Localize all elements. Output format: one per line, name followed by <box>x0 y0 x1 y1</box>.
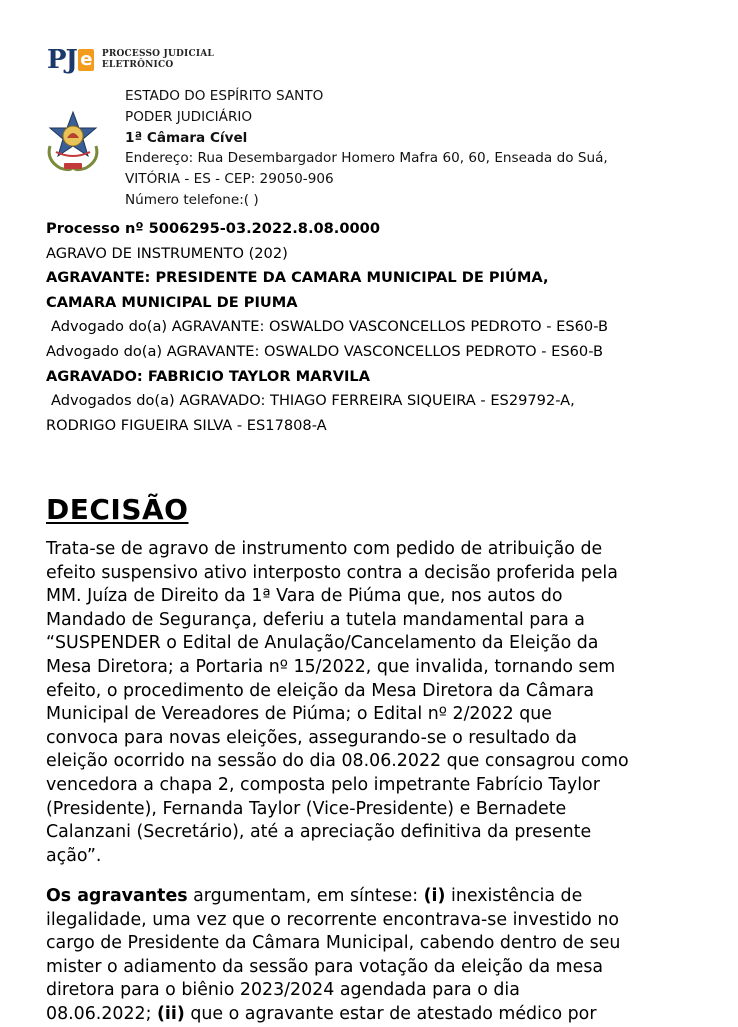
pje-caption-line1: PROCESSO JUDICIAL <box>101 49 214 59</box>
case-class: AGRAVO DE INSTRUMENTO (202) <box>46 244 288 262</box>
paragraph-line: MM. Juíza de Direito da 1ª Vara de Piúma que, nos autos do <box>46 586 563 607</box>
appellant-lawyer-2: Advogado do(a) AGRAVANTE: OSWALDO VASCONCELLOS PEDROTO - ES60-B <box>46 342 603 360</box>
header-city: VITÓRIA - ES - CEP: 29050-906 <box>125 171 334 188</box>
paragraph-line: Mandado de Segurança, deferiu a tutela mandamental para a <box>46 609 585 630</box>
paragraph-line: Calanzani (Secretário), até a apreciação definitiva da presente <box>46 822 592 843</box>
appellee: AGRAVADO: FABRICIO TAYLOR MARVILA <box>46 367 371 385</box>
paragraph-line: Trata-se de agravo de instrumento com pedido de atribuição de <box>46 539 603 559</box>
paragraph-line <box>46 885 696 909</box>
lead-bold: Os agravantes <box>46 886 188 906</box>
pje-caption <box>102 49 214 71</box>
pje-mark <box>47 45 94 75</box>
decision-paragraph-2 <box>46 885 696 1027</box>
paragraph-line: Mesa Diretora; a Portaria nº 15/2022, que invalida, tornando sem <box>46 656 616 677</box>
appellant-line1: AGRAVANTE: PRESIDENTE DA CAMARA MUNICIPAL DE PIÚMA, <box>46 269 549 287</box>
paragraph-line: ação”. <box>46 845 102 866</box>
paragraph-line: convoca para novas eleições, assegurando-se o resultado da <box>46 727 578 748</box>
paragraph-line: diretora para o biênio 2023/2024 agendada para o dia <box>46 980 520 1001</box>
paragraph-line: “SUSPENDER o Edital de Anulação/Cancelamento da Eleição da <box>46 633 599 654</box>
line6-rest: que o agravante estar de atestado médico por <box>184 1003 597 1024</box>
header-chamber: 1ª Câmara Cível <box>125 129 248 146</box>
court-header <box>125 86 608 211</box>
line6-start: 08.06.2022; <box>46 1003 157 1024</box>
appellant-lawyer-1: Advogado do(a) AGRAVANTE: OSWALDO VASCONCELLOS PEDROTO - ES60-B <box>51 318 608 336</box>
line1-rest: inexistência de <box>445 886 583 906</box>
pje-mark-e: e <box>78 49 94 71</box>
pje-caption-line2: ELETRÔNICO <box>101 60 174 70</box>
coat-of-arms-icon <box>42 108 104 174</box>
header-phone: Número telefone:( ) <box>125 191 259 208</box>
header-state: ESTADO DO ESPÍRITO SANTO <box>125 88 324 104</box>
paragraph-line: efeito, o procedimento de eleição da Mesa Diretora da Câmara <box>46 680 595 701</box>
pje-mark-letters: PJ <box>47 45 77 75</box>
appellee-lawyers-line1: Advogados do(a) AGRAVADO: THIAGO FERREIRA SIQUEIRA - ES29792-A, <box>51 392 575 410</box>
case-info <box>46 217 706 438</box>
appellant-line2: CAMARA MUNICIPAL DE PIUMA <box>46 293 298 311</box>
paragraph-line: Municipal de Vereadores de Piúma; o Edital nº 2/2022 que <box>46 704 552 725</box>
paragraph-line <box>46 1003 696 1027</box>
header-branch: PODER JUDICIÁRIO <box>125 108 253 125</box>
paragraph-line: vencedora a chapa 2, composta pelo impetrante Fabrício Taylor <box>46 774 600 795</box>
case-number: Processo nº 5006295-03.2022.8.08.0000 <box>46 220 380 237</box>
lead-rest: argumentam, em síntese: <box>187 886 424 906</box>
item-i-marker: (i) <box>423 886 446 906</box>
pje-logo <box>47 45 214 75</box>
item-ii-marker: (ii) <box>156 1003 185 1024</box>
paragraph-line: efeito suspensivo ativo interposto contra a decisão proferida pela <box>46 562 618 583</box>
paragraph-line: ilegalidade, uma vez que o recorrente encontrava-se investido no <box>46 909 620 930</box>
paragraph-line: mister o adiamento da sessão para votação da eleição da mesa <box>46 956 604 977</box>
appellee-lawyers-line2: RODRIGO FIGUEIRA SILVA - ES17808-A <box>46 416 327 434</box>
decision-title: DECISÃO <box>46 493 189 526</box>
decision-paragraph-1 <box>46 538 696 868</box>
paragraph-line: cargo de Presidente da Câmara Municipal, cabendo dentro de seu <box>46 933 621 954</box>
paragraph-line: (Presidente), Fernanda Taylor (Vice-Presidente) e Bernadete <box>46 798 567 819</box>
paragraph-line: eleição ocorrido na sessão do dia 08.06.2022 que consagrou como <box>46 751 629 772</box>
header-address: Endereço: Rua Desembargador Homero Mafra 60, 60, Enseada do Suá, <box>125 150 608 167</box>
